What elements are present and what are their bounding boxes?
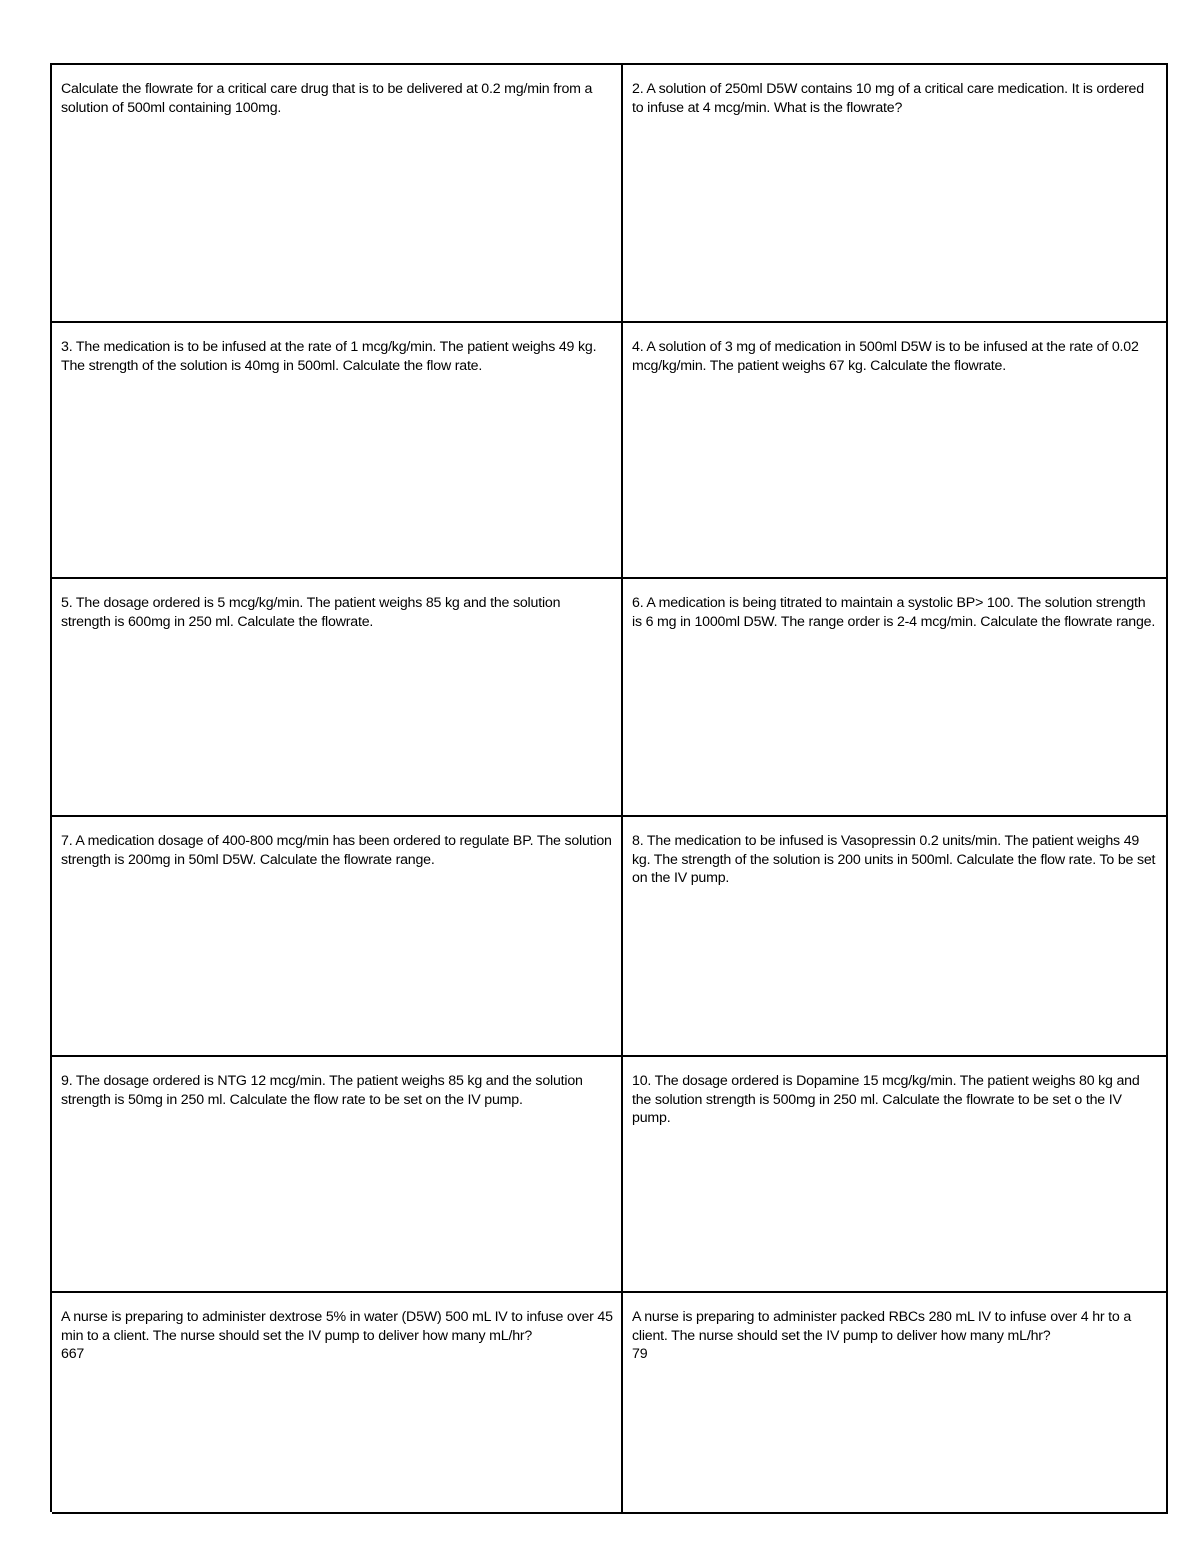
problem-cell-10 [623, 1057, 1168, 1293]
problem-cell-6 [623, 579, 1168, 817]
worksheet-row [52, 1293, 1168, 1514]
problem-cell-12 [623, 1293, 1168, 1514]
worksheet-row [52, 65, 1168, 323]
problem-text: 8. The medication to be infused is Vasopressin 0.2 units/min. The patient weighs 49 kg. The strength of the solution is 200 units in 500ml. Calculate the flow rate. To be set on the IV pump. [632, 833, 1156, 886]
problem-text: A nurse is preparing to administer dextrose 5% in water (D5W) 500 mL IV to infuse over 45 min to a client. The nurse should set the IV pump to deliver how many mL/hr? [61, 1309, 613, 1344]
problem-text: 4. A solution of 3 mg of medication in 500ml D5W is to be infused at the rate of 0.02 mcg/kg/min. The patient weighs 67 kg. Calculate the flowrate. [632, 339, 1139, 374]
problem-cell-3 [52, 323, 623, 579]
problem-cell-7 [52, 817, 623, 1057]
problem-text: Calculate the flowrate for a critical care drug that is to be delivered at 0.2 mg/min from a solution of 500ml containing 100mg. [61, 81, 593, 116]
problem-cell-4 [623, 323, 1168, 579]
worksheet-grid [50, 63, 1168, 1512]
problem-cell-2 [623, 65, 1168, 323]
worksheet-row [52, 323, 1168, 579]
problem-cell-5 [52, 579, 623, 817]
problem-text: 10. The dosage ordered is Dopamine 15 mcg/kg/min. The patient weighs 80 kg and the solution strength is 500mg in 250 ml. Calculate the flowrate to be set o the IV pump. [632, 1073, 1140, 1126]
worksheet-row [52, 579, 1168, 817]
problem-cell-8 [623, 817, 1168, 1057]
problem-cell-9 [52, 1057, 623, 1293]
problem-text: A nurse is preparing to administer packed RBCs 280 mL IV to infuse over 4 hr to a client. The nurse should set the IV pump to deliver how many mL/hr? [632, 1309, 1132, 1344]
worksheet-row [52, 1057, 1168, 1293]
problem-answer: 667 [61, 1346, 85, 1362]
problem-text: 6. A medication is being titrated to maintain a systolic BP> 100. The solution strength is 6 mg in 1000ml D5W. The range order is 2-4 mcg/min. Calculate the flowrate range. [632, 595, 1156, 630]
problem-text: 5. The dosage ordered is 5 mcg/kg/min. The patient weighs 85 kg and the solution strength is 600mg in 250 ml. Calculate the flowrate. [61, 595, 561, 630]
problem-text: 9. The dosage ordered is NTG 12 mcg/min. The patient weighs 85 kg and the solution strength is 50mg in 250 ml. Calculate the flow rate to be set on the IV pump. [61, 1073, 583, 1108]
problem-answer: 79 [632, 1346, 648, 1362]
worksheet-row [52, 817, 1168, 1057]
problem-text: 7. A medication dosage of 400-800 mcg/min has been ordered to regulate BP. The solution strength is 200mg in 50ml D5W. Calculate the flowrate range. [61, 833, 612, 868]
problem-cell-1 [52, 65, 623, 323]
problem-cell-11 [52, 1293, 623, 1514]
problem-text: 3. The medication is to be infused at the rate of 1 mcg/kg/min. The patient weighs 49 kg. The strength of the solution is 40mg in 500ml. Calculate the flow rate. [61, 339, 597, 374]
problem-text: 2. A solution of 250ml D5W contains 10 mg of a critical care medication. It is ordered to infuse at 4 mcg/min. What is the flowrate? [632, 81, 1144, 116]
